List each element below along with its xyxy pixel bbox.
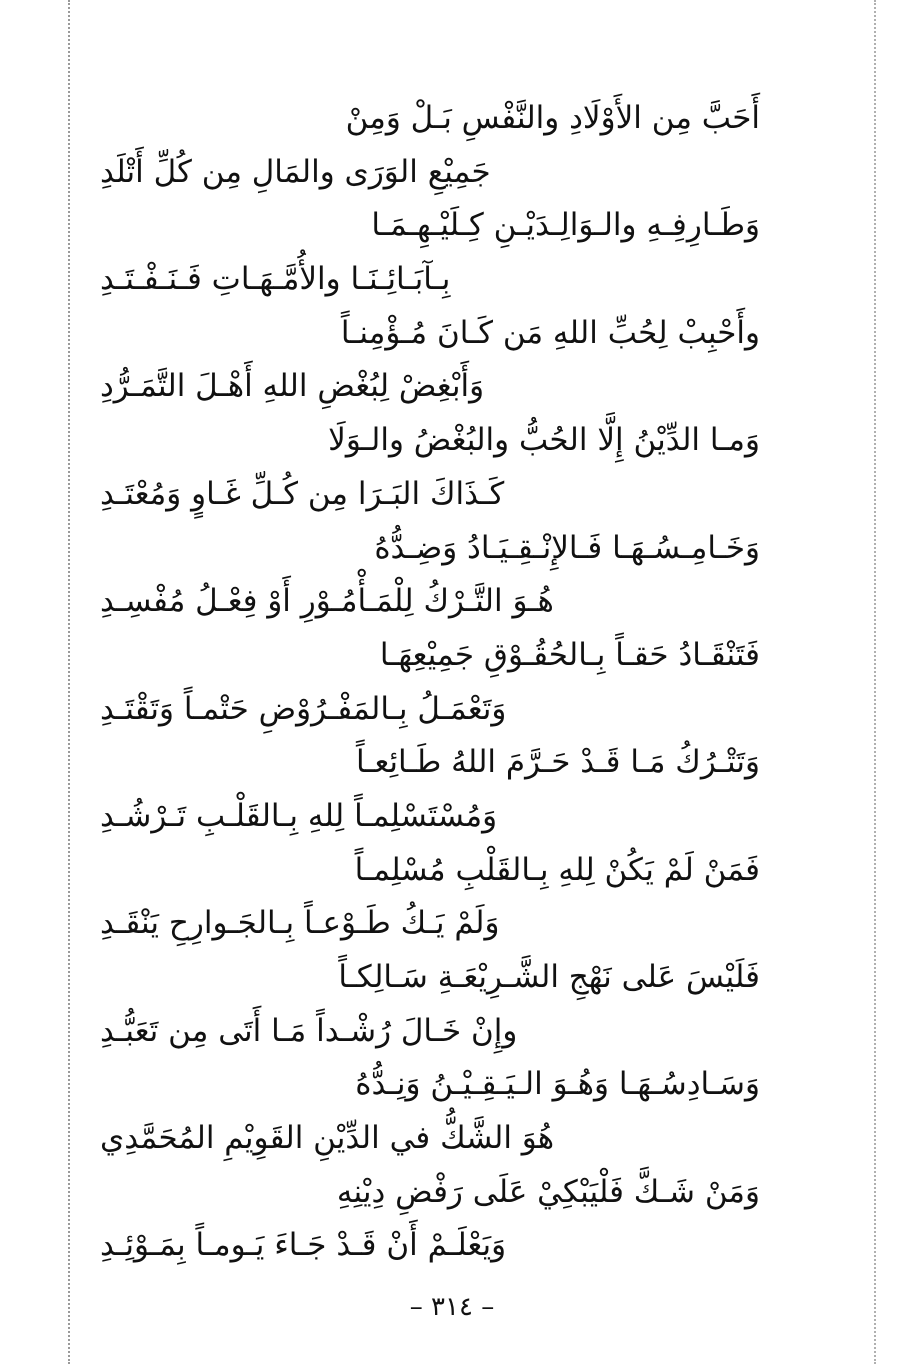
- poem-line: وأَحْبِبْ لِحُبِّ اللهِ مَن كَـانَ مُـؤْمِنـاً: [340, 314, 760, 351]
- poem-line: أَحَبَّ مِن الأَوْلَادِ والنَّفْسِ بَـلْ وَمِنْ: [345, 100, 760, 136]
- page-number: – ٣١٤ –: [409, 1292, 495, 1322]
- poem-line: وَمَنْ شَـكَّ فَلْيَبْكِيْ عَلَى رَفْضِ دِيْنِهِ: [336, 1173, 760, 1210]
- poem-line: وَخَـامِـسُـهَـا فَـالإِنْـقِـيَـادُ وَضِـدُّهُ: [374, 529, 760, 566]
- poem-line: بِـآبَـائِـنَـا والأُمَّـهَـاتِ فَـنَـفْـتَـدِ: [100, 261, 451, 298]
- poem-line: وإِنْ خَـالَ رُشْـداً مَـا أَتَى مِن تَعَبُّـدِ: [100, 1012, 518, 1049]
- poem-line: فَمَنْ لَمْ يَكُنْ لِلهِ بِـالقَلْبِ مُسْلِمـاً: [354, 851, 760, 888]
- poem-line: وَطَـارِفِـهِ والـوَالِـدَيْـنِ كِـلَيْـهِـمَـا: [371, 207, 760, 244]
- poem-line: وَمُسْتَسْلِمـاً لِلهِ بِـالقَلْـبِ تَـرْشُـدِ: [100, 797, 498, 834]
- poem-line: كَـذَاكَ البَـرَا مِن كُـلِّ غَـاوٍ وَمُعْتَـدِ: [100, 475, 505, 512]
- poem-line: وَيَعْلَـمْ أَنْ قَـدْ جَـاءَ يَـومـاً بِمَـوْئِـدِ: [100, 1227, 507, 1264]
- poem-line: وَمـا الدِّيْنُ إِلَّا الحُبُّ والبُغْضُ والـوَلَا: [328, 422, 760, 459]
- poem-line: وَأَبْغِضْ لِبُغْضِ اللهِ أَهْـلَ التَّمَـرُّدِ: [100, 368, 485, 405]
- poem-line: وَسَـادِسُـهَـا وَهُـوَ الـيَـقِـيْـنُ وَنِـدُّهُ: [355, 1066, 760, 1103]
- poem-line: هُـوَ التَّـرْكُ لِلْمَـأْمُـوْرِ أَوْ فِعْـلُ مُفْسِـدِ: [100, 583, 554, 620]
- scan-edge-left: [68, 0, 70, 1364]
- poem: [100, 92, 760, 1273]
- poem-line: وَتَتْـرُكُ مَـا قَـدْ حَـرَّمَ اللهُ طَـائِعـاً: [355, 744, 760, 781]
- poem-line: جَمِيْعِ الوَرَى والمَالِ مِن كُلِّ أَتْلَدِ: [100, 153, 491, 190]
- poem-line: فَلَيْسَ عَلى نَهْجِ الشَّـرِيْعَـةِ سَـالِكـاً: [338, 959, 760, 995]
- poem-line: وَتَعْمَـلُ بِـالمَفْـرُوْضِ حَتْمـاً وَتَقْتَـدِ: [100, 690, 507, 727]
- scan-edge-right: [874, 0, 876, 1364]
- poem-line: فَتَنْقَـادُ حَقـاً بِـالحُقُـوْقِ جَمِيْعِهَـا: [379, 636, 760, 673]
- poem-line: وَلَمْ يَـكُ طَـوْعـاً بِـالجَـوارِحِ يَنْقَـدِ: [100, 905, 500, 942]
- poem-line: هُوَ الشَّكُّ في الدِّيْنِ القَوِيْمِ المُحَمَّدِي: [100, 1120, 555, 1157]
